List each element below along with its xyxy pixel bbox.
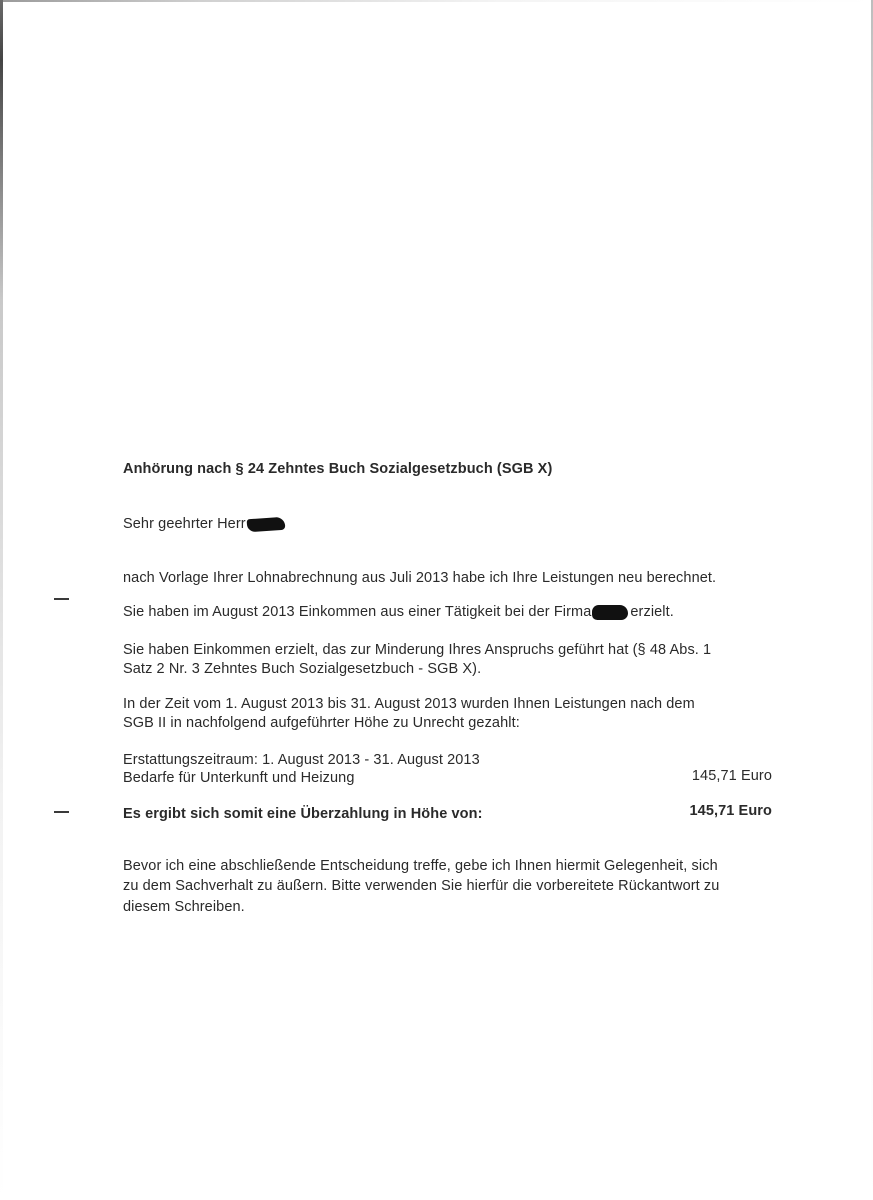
paragraph-2 <box>123 602 674 622</box>
total-amount: 145,71 Euro <box>689 803 772 819</box>
item-label: Bedarfe für Unterkunft und Heizung <box>123 770 355 786</box>
paragraph-3-line-2: Satz 2 Nr. 3 Zehntes Buch Sozialgesetzbuch - SGB X). <box>123 661 482 677</box>
closing-line-1: Bevor ich eine abschließende Entscheidung treffe, gebe ich Ihnen hiermit Gelegenheit, sich <box>123 858 718 874</box>
item-amount: 145,71 Euro <box>691 768 772 784</box>
salutation <box>123 514 285 534</box>
paragraph-4-line-1: In der Zeit vom 1. August 2013 bis 31. August 2013 wurden Ihnen Leistungen nach dem <box>123 696 695 712</box>
paragraph-4-line-2: SGB II in nachfolgend aufgeführter Höhe zu Unrecht gezahlt: <box>123 715 520 731</box>
refund-period: Erstattungszeitraum: 1. August 2013 - 31. August 2013 <box>123 752 480 768</box>
margin-mark-1 <box>54 598 69 600</box>
paragraph-2-end: erzielt. <box>630 604 674 620</box>
margin-mark-2 <box>54 811 69 813</box>
redacted-name <box>246 516 285 532</box>
closing-line-2: zu dem Sachverhalt zu äußern. Bitte verwenden Sie hierfür die vorbereitete Rückantwort zu <box>123 878 720 894</box>
redacted-company <box>592 605 628 620</box>
letter-heading: Anhörung nach § 24 Zehntes Buch Sozialgesetzbuch (SGB X) <box>123 461 553 477</box>
paragraph-3-line-1: Sie haben Einkommen erzielt, das zur Minderung Ihres Anspruchs geführt hat (§ 48 Abs. 1 <box>123 642 712 658</box>
salutation-text: Sehr geehrter Herr <box>123 516 246 532</box>
paragraph-1: nach Vorlage Ihrer Lohnabrechnung aus Juli 2013 habe ich Ihre Leistungen neu berechnet. <box>123 570 717 586</box>
paragraph-2-start: Sie haben im August 2013 Einkommen aus einer Tätigkeit bei der Firma <box>123 604 592 620</box>
total-label: Es ergibt sich somit eine Überzahlung in Höhe von: <box>123 806 483 822</box>
closing-line-3: diesem Schreiben. <box>123 899 245 915</box>
